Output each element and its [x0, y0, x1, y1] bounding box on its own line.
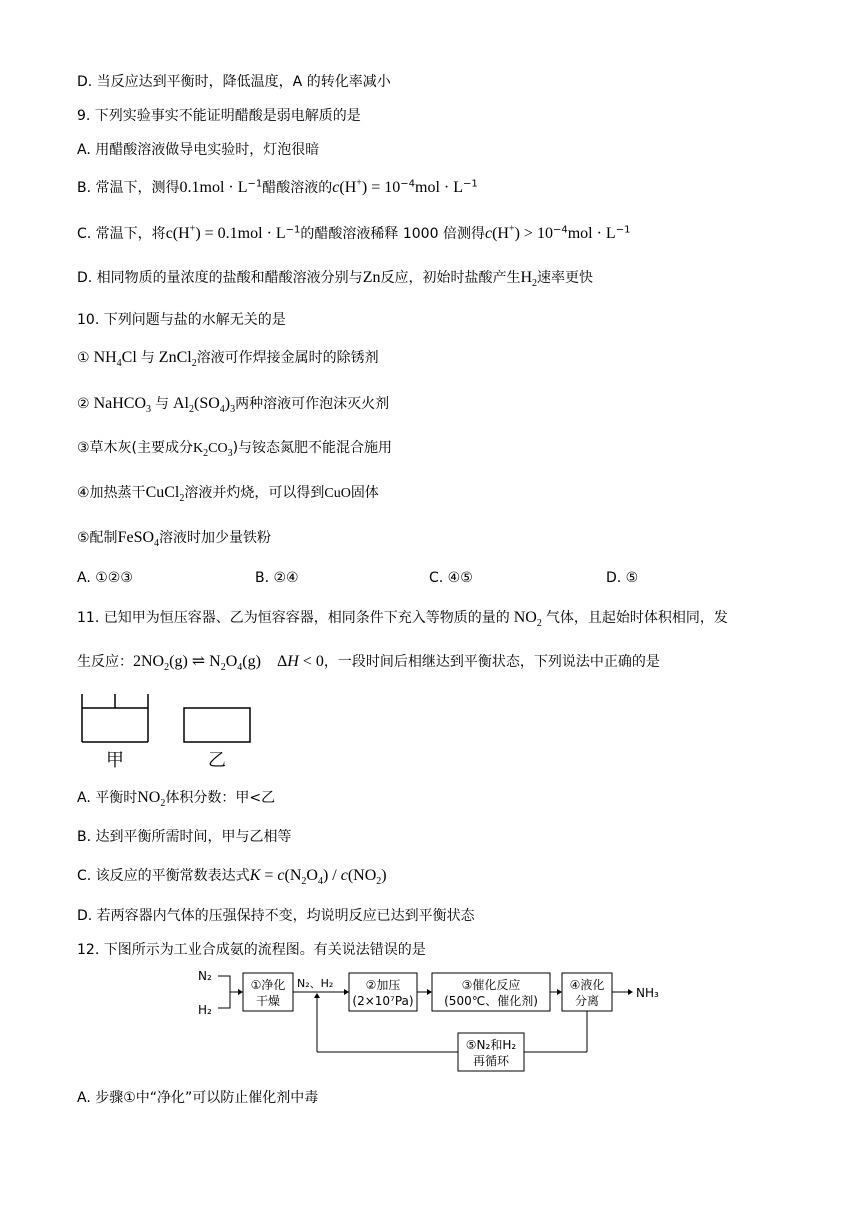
- q10-item-1: ① $NH_4Cl$ 与 ZnCl$_2$溶液可作焊接金属时的除锈剂: [77, 349, 379, 370]
- ammonia-flowchart: [190, 962, 700, 1074]
- q9-option-b: B. 常温下，测得$0.1mol \cdot L^{-1}$醋酸溶液的$c(H^+) = 10^{-4}mol \cdot L^{-1}$: [77, 177, 478, 196]
- q9-stem: 9. 下列实验事实不能证明醋酸是弱电解质的是: [77, 108, 361, 124]
- container-yi: [184, 708, 250, 742]
- q10-item-2: ② NaHCO$_3$ 与 $Al_2(SO_4)_3$两种溶液可作泡沫灭火剂: [77, 395, 390, 416]
- mid-label: N₂、H₂: [297, 977, 334, 990]
- container-jia: [82, 694, 148, 742]
- q11-containers-figure: [78, 688, 258, 774]
- q10-stem: 10. 下列问题与盐的水解无关的是: [77, 312, 286, 328]
- q11-stem-line1: 11. 已知甲为恒压容器、乙为恒容容器，相同条件下充入等物质的量的 $NO_2$ 气体，且起始时体积相同，发: [77, 609, 728, 630]
- output-nh3: NH₃: [636, 986, 659, 1000]
- q11-option-b: B. 达到平衡所需时间，甲与乙相等: [77, 829, 292, 845]
- label-yi: 乙: [208, 750, 226, 771]
- q11-option-a: A. 平衡时$NO_2$体积分数：甲<乙: [77, 789, 276, 810]
- q10-item-4: ④加热蒸干CuCl$_2$溶液并灼烧，可以得到CuO固体: [77, 484, 379, 505]
- svg-text:再循环: 再循环: [472, 1054, 510, 1068]
- svg-text:(500℃、催化剂): (500℃、催化剂): [444, 994, 538, 1008]
- svg-text:②加压: ②加压: [365, 978, 401, 992]
- q12-stem: 12. 下图所示为工业合成氨的流程图。有关说法错误的是: [77, 942, 426, 958]
- q12-option-a: A. 步骤①中“净化”可以防止催化剂中毒: [77, 1090, 319, 1106]
- svg-text:③催化反应: ③催化反应: [461, 978, 521, 992]
- svg-text:(2×10⁷Pa): (2×10⁷Pa): [352, 994, 414, 1008]
- label-jia: 甲: [106, 750, 124, 771]
- q11-option-d: D. 若两容器内气体的压强保持不变，均说明反应已达到平衡状态: [77, 908, 475, 924]
- svg-text:④液化: ④液化: [569, 978, 605, 992]
- input-h2: H₂: [198, 1003, 212, 1017]
- q10-item-5: ⑤配制FeSO$_4$溶液时加少量铁粉: [77, 529, 272, 550]
- svg-text:分离: 分离: [574, 994, 600, 1008]
- q9-option-d: D. 相同物质的量浓度的盐酸和醋酸溶液分别与Zn反应，初始时盐酸产生$H_2$速率更快: [77, 269, 594, 290]
- input-n2: N₂: [198, 969, 212, 983]
- q10-item-3: ③草木灰(主要成分$K_2CO_3$)与铵态氮肥不能混合施用: [77, 440, 393, 459]
- svg-text:①净化: ①净化: [250, 978, 286, 992]
- svg-text:⑤N₂和H₂: ⑤N₂和H₂: [465, 1038, 517, 1052]
- svg-text:干燥: 干燥: [255, 994, 281, 1008]
- q9-option-a: A. 用醋酸溶液做导电实验时，灯泡很暗: [77, 142, 320, 158]
- q8-option-d: D. 当反应达到平衡时，降低温度，A 的转化率减小: [77, 74, 391, 90]
- q11-option-c: C. 该反应的平衡常数表达式$K = c(N_2O_4) / c(NO_2)$: [77, 867, 387, 888]
- q11-stem-line2: 生反应：$2NO_2(g)$ ⇌ $N_2O_4(g)$ ΔH < 0，一段时间后相继达到平衡状态，下列说法中正确的是: [77, 653, 660, 674]
- q10-options: A. ①②③ B. ②④ C. ④⑤ D. ⑤: [77, 570, 639, 586]
- q9-option-c: C. 常温下，将$c(H^+) = 0.1mol \cdot L^{-1}$的醋酸溶液稀释 1000 倍测得$c(H^+) > 10^{-4}mol \cdot L^{-1}$: [77, 223, 631, 242]
